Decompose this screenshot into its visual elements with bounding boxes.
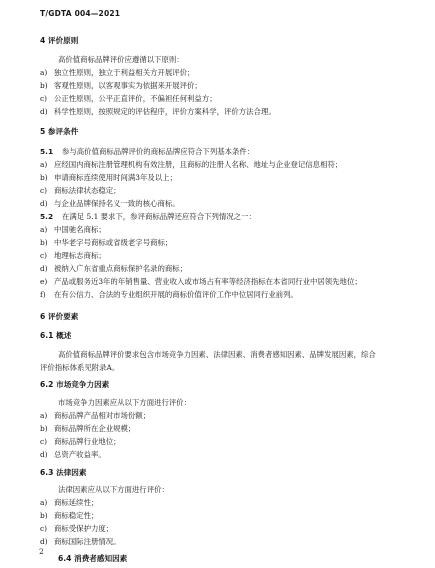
list-marker: a) xyxy=(40,160,48,169)
text-line-s61-p1 xyxy=(58,351,376,358)
line-text: 商标品牌产品相对市场份额； xyxy=(54,411,151,420)
list-marker: e) xyxy=(40,277,48,286)
text-line-s63-d xyxy=(40,538,121,545)
text-line-s63-b xyxy=(40,512,98,519)
line-text: 商标品牌所在企业规模； xyxy=(54,424,136,433)
list-marker: d) xyxy=(40,199,48,208)
line-text: 6.1 概述 xyxy=(40,331,72,340)
line-text: 总资产收益率。 xyxy=(54,450,106,459)
section-heading-s6 xyxy=(40,313,78,321)
line-text: 客观性原则，以客观事实为依据来开展评价； xyxy=(54,81,202,90)
section-heading-s62 xyxy=(40,381,109,389)
text-line-s61-p2 xyxy=(40,364,119,371)
list-marker: a) xyxy=(40,68,48,77)
clause-number: 5.1 xyxy=(40,147,54,156)
line-text: 商标法律状态稳定； xyxy=(54,186,121,195)
line-text: 商标受保护力度； xyxy=(54,524,114,533)
list-marker: b) xyxy=(40,511,48,520)
line-text: 独立性原则，独立于利益相关方开展评价； xyxy=(54,68,195,77)
section-heading-s5 xyxy=(40,128,78,136)
text-line-s52-a xyxy=(40,226,106,233)
list-marker: c) xyxy=(40,524,48,533)
text-line-s52-c xyxy=(40,252,106,259)
list-marker: b) xyxy=(40,424,48,433)
line-text: 6.4 消费者感知因素 xyxy=(58,554,128,563)
text-line-s51 xyxy=(40,148,254,155)
list-marker: d) xyxy=(40,107,48,116)
list-marker: d) xyxy=(40,264,48,273)
line-text: 应经国内商标注册管理机构有效注册，且商标的注册人名称、地址与企业登记信息相符； xyxy=(54,160,343,169)
list-marker: b) xyxy=(40,81,48,90)
line-text: 产品或服务近3年的年销售量、营业收入或市场占有率等经济指标在本省同行业中居领先地位； xyxy=(54,277,362,286)
list-marker: a) xyxy=(40,225,48,234)
list-marker: c) xyxy=(40,186,48,195)
line-text: 商标稳定性； xyxy=(54,511,99,520)
line-text: 在有公信力、合法的专业组织开展的商标价值评价工作中位居同行业前列。 xyxy=(54,290,298,299)
line-text: 公正性原则，公平正直评价，不偏袒任何利益方； xyxy=(54,94,217,103)
text-line-s4-a xyxy=(40,69,194,76)
line-text: 6.2 市场竞争力因素 xyxy=(40,380,110,389)
list-marker: b) xyxy=(40,238,48,247)
text-line-s62-a xyxy=(40,412,150,419)
line-text: 地理标志商标； xyxy=(54,251,106,260)
line-text: 中国驰名商标； xyxy=(54,225,106,234)
text-line-s51-c xyxy=(40,187,121,194)
text-line-s51-d xyxy=(40,200,180,207)
line-text: 申请商标连续使用时间满3年及以上； xyxy=(54,173,177,182)
section-heading-s63 xyxy=(40,469,86,477)
text-line-s63-intro xyxy=(58,486,169,493)
text-line-s52-d xyxy=(40,265,187,272)
text-line-s52 xyxy=(40,213,256,220)
clause-number: 5.2 xyxy=(40,212,54,221)
text-line-s52-b xyxy=(40,239,172,246)
list-marker: d) xyxy=(40,537,48,546)
text-line-s62-intro xyxy=(58,399,191,406)
line-text: 法律因素应从以下方面进行评价： xyxy=(58,485,169,494)
text-line-s4-intro xyxy=(58,56,184,63)
text-line-s52-e xyxy=(40,278,362,285)
list-marker: b) xyxy=(40,173,48,182)
list-marker: d) xyxy=(40,450,48,459)
line-text: 4 评价原则 xyxy=(40,36,79,45)
text-line-s4-c xyxy=(40,95,217,102)
section-heading-s4 xyxy=(40,37,78,45)
line-text: 6 评价要素 xyxy=(40,312,79,321)
line-text: 高价值商标品牌评价应遵循以下原则： xyxy=(58,55,184,64)
document-header: T/GDTA 004—2021 xyxy=(40,9,121,18)
list-marker: c) xyxy=(40,94,48,103)
text-line-s62-c xyxy=(40,438,121,445)
line-text: 被纳入广东省重点商标保护名录的商标； xyxy=(54,264,188,273)
line-text: 科学性原则，按照规定的评估程序，评价方案科学，评价方法合理。 xyxy=(54,107,276,116)
line-text: 商标品牌行业地位； xyxy=(54,437,121,446)
line-text: 与企业品牌保持名义一致的核心商标。 xyxy=(54,199,180,208)
text-line-s51-b xyxy=(40,174,177,181)
section-heading-s61 xyxy=(40,332,71,340)
list-marker: c) xyxy=(40,437,48,446)
text-line-s4-d xyxy=(40,108,276,115)
line-text: 在满足 5.1 要求下，参评商标品牌还应符合下列情况之一： xyxy=(62,212,256,221)
line-text: 5 参评条件 xyxy=(40,127,79,136)
line-text: 商标延续性； xyxy=(54,498,99,507)
line-text: 高价值商标品牌评价要求包含市场竞争力因素、法律因素、消费者感知因素、品牌发展因素，综合 xyxy=(58,350,376,359)
text-line-s63-c xyxy=(40,525,113,532)
line-text: 商标国际注册情况。 xyxy=(54,537,121,546)
text-line-s63-a xyxy=(40,499,98,506)
list-marker: a) xyxy=(40,498,48,507)
section-heading-s64 xyxy=(58,555,127,563)
text-line-s62-d xyxy=(40,451,106,458)
list-marker: c) xyxy=(40,251,48,260)
line-text: 6.3 法律因素 xyxy=(40,468,87,477)
text-line-s52-f xyxy=(40,291,298,298)
list-marker: f) xyxy=(40,290,46,299)
text-line-s51-a xyxy=(40,161,342,168)
text-line-s4-b xyxy=(40,82,202,89)
line-text: 评价指标体系见附录A。 xyxy=(40,363,120,372)
text-line-s62-b xyxy=(40,425,135,432)
line-text: 参与高价值商标品牌评价的商标品牌应符合下列基本条件： xyxy=(62,147,255,156)
page-number: 2 xyxy=(39,547,44,556)
list-marker: a) xyxy=(40,411,48,420)
line-text: 中华老字号商标或省级老字号商标； xyxy=(54,238,173,247)
line-text: 市场竞争力因素应从以下方面进行评价： xyxy=(58,398,192,407)
